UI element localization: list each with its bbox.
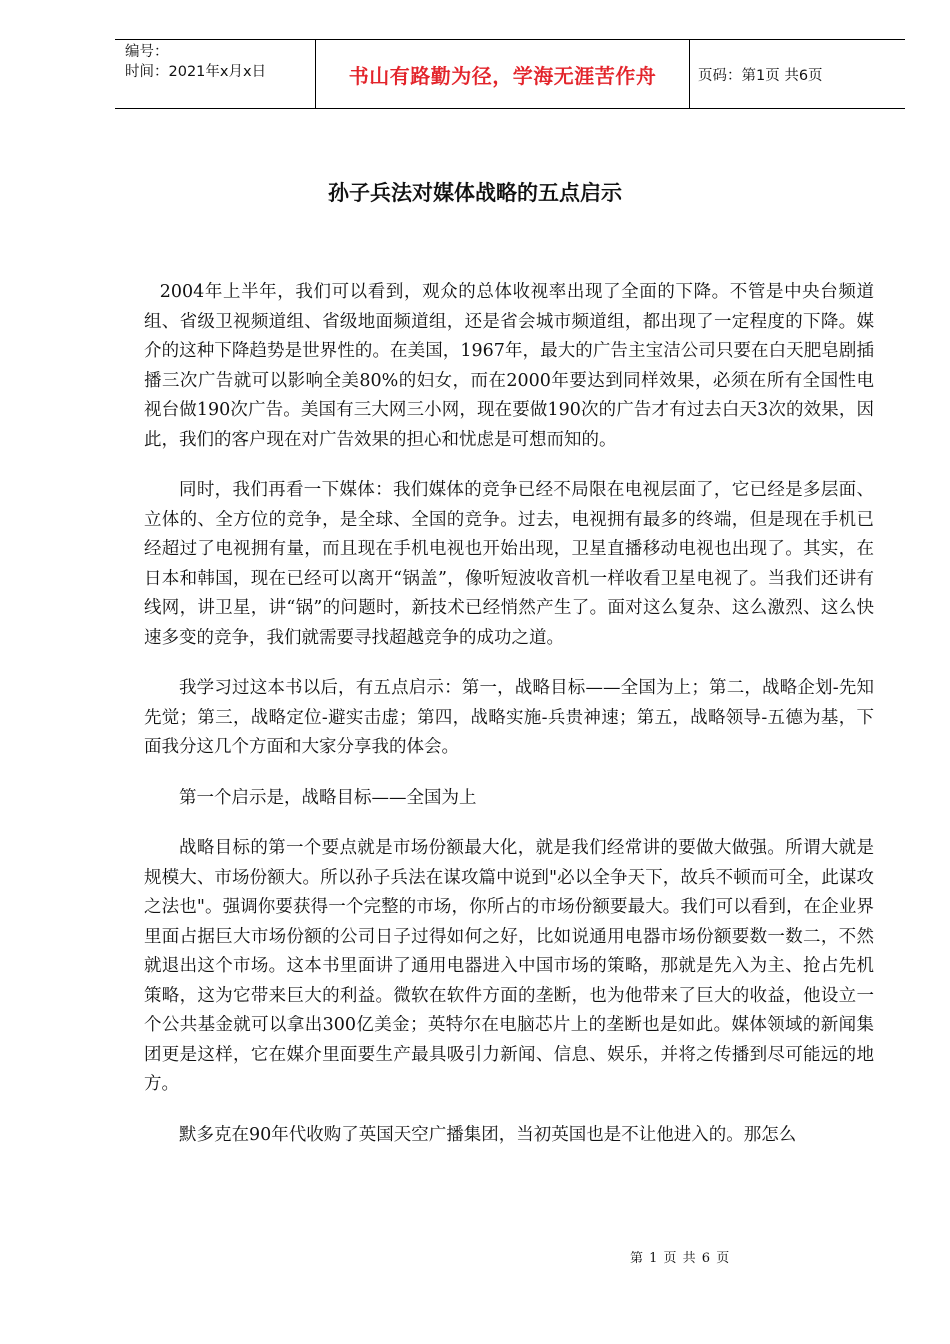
paragraph-4: 战略目标的第一个要点就是市场份额最大化，就是我们经常讲的要做大做强。所谓大就是规模大、市场份额大。所以孙子兵法在谋攻篇中说到"必以全争天下，故兵不顿而可全，此谋攻之法也"。强调你要获得一个完整的市场，你所占的市场份额要最大。我们可以看到，在企业界里面占据巨大市场份额的公司日子过得如何之好，比如说通用电器市场份额要数一数二，不然就退出这个市场。这本书里面讲了通用电器进入中国市场的策略，那就是先入为主、抢占先机策略，这为它带来巨大的利益。微软在软件方面的垄断，也为他带来了巨大的收益，他设立一个公共基金就可以拿出300亿美金；英特尔在电脑芯片上的垄断也是如此。媒体领域的新闻集团更是这样，它在媒介里面要生产最具吸引力新闻、信息、娱乐，并将之传播到尽可能远的地方。 [144, 838, 874, 1094]
header-page-info-cell [690, 40, 905, 108]
page-footer: 第 1 页 共 6 页 [630, 1251, 731, 1266]
motto-text: 书山有路勤为径，学海无涯苦作舟 [348, 63, 657, 88]
paragraph-2: 同时，我们再看一下媒体：我们媒体的竞争已经不局限在电视层面了，它已经是多层面、立体的、全方位的竞争，是全球、全国的竞争。过去，电视拥有最多的终端，但是现在手机已经超过了电视拥有量，而且现在手机电视也开始出现，卫星直播移动电视也出现了。其实，在日本和韩国，现在已经可以离开“锅盖”，像听短波收音机一样收看卫星电视了。当我们还讲有线网，讲卫星，讲“锅”的问题时，新技术已经悄然产生了。面对这么复杂、这么激烈、这么快速多变的竞争，我们就需要寻找超越竞争的成功之道。 [144, 480, 874, 648]
serial-number-label: 编号： [125, 44, 169, 60]
document-body [144, 278, 874, 1171]
header-motto-cell [315, 40, 690, 108]
paragraph-5: 默多克在90年代收购了英国天空广播集团，当初英国也是不让他进入的。那怎么 [179, 1124, 797, 1145]
paragraph-1: 2004年上半年，我们可以看到，观众的总体收视率出现了全面的下降。不管是中央台频道组、省级卫视频道组、省级地面频道组，还是省会城市频道组，都出现了一定程度的下降。媒介的这种下降趋势是世界性的。在美国，1967年，最大的广告主宝洁公司只要在白天肥皂剧插播三次广告就可以影响全美80%的妇女，而在2000年要达到同样效果，必须在所有全国性电视台做190次广告。美国有三大网三小网，现在要做190次的广告才有过去白天3次的效果，因此，我们的客户现在对广告效果的担心和忧虑是可想而知的。 [144, 282, 874, 450]
section-heading: 第一个启示是，战略目标——全国为上 [179, 787, 477, 808]
page-header [115, 39, 905, 109]
paragraph-3: 我学习过这本书以后，有五点启示：第一，战略目标——全国为上；第二，战略企划-先知先觉；第三，战略定位-避实击虚；第四，战略实施-兵贵神速；第五，战略领导-五德为基，下面我分这几个方面和大家分享我的体会。 [144, 678, 874, 757]
header-meta [115, 40, 315, 108]
document-title: 孙子兵法对媒体战略的五点启示 [328, 181, 622, 205]
page-info: 页码：第1页 共6页 [698, 67, 823, 84]
time-label: 时间：2021年x月x日 [125, 64, 267, 80]
